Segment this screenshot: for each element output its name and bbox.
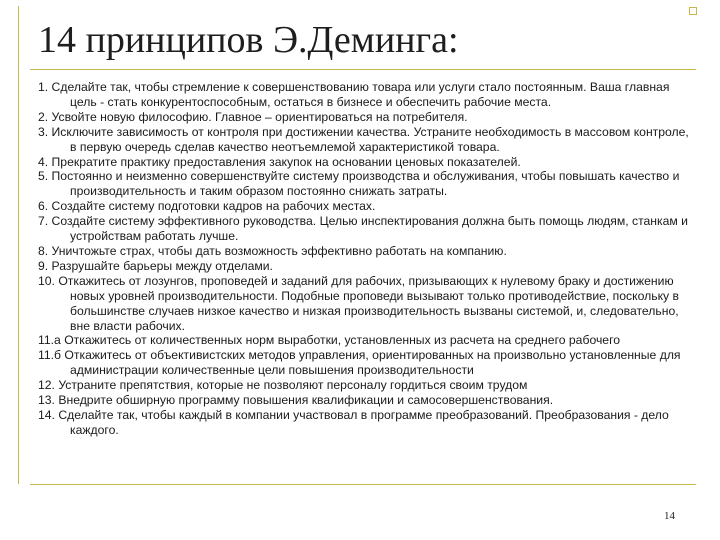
- left-vertical-rule: [18, 6, 19, 484]
- principle-item: 4. Прекратите практику предоставления закупок на основании ценовых показателей.: [38, 154, 521, 169]
- principle-item: 11.б Откажитесь от объективистских методов управления, ориентированных на произвольно установленные для администрации количественные цели повышения производительности: [38, 348, 681, 378]
- principle-item: 11.а Откажитесь от количественных норм выработки, установленных из расчета на среднего рабочего: [38, 333, 621, 348]
- principle-item: 6. Создайте систему подготовки кадров на рабочих местах.: [38, 199, 376, 214]
- principle-item: 8. Уничтожьте страх, чтобы дать возможность эффективно работать на компанию.: [38, 243, 507, 258]
- page-number: 14: [664, 510, 675, 522]
- principle-item: 14. Сделайте так, чтобы каждый в компании участвовал в программе преобразований. Преобразования - дело каждого.: [38, 407, 669, 437]
- principle-item: 2. Усвойте новую философию. Главное – ориентироваться на потребителя.: [38, 109, 468, 124]
- principles-list: [38, 80, 690, 438]
- title-underline-rule: [30, 69, 696, 70]
- principle-item: 12. Устраните препятствия, которые не позволяют персоналу гордиться своим трудом: [38, 378, 528, 393]
- corner-square-decoration: [689, 7, 697, 15]
- principle-item: 7. Создайте систему эффективного руководства. Целью инспектирования должна быть помощь людям, станкам и устройствам работать лучше.: [38, 214, 688, 244]
- slide-title: 14 принципов Э.Деминга:: [38, 19, 459, 61]
- principle-item: 3. Исключите зависимость от контроля при достижении качества. Устраните необходимость в массовом контроле, в первую очередь сделав качество неотъемлемой характеристикой товара.: [38, 124, 689, 154]
- principle-item: 13. Внедрите обширную программу повышения квалификации и самосовершенствования.: [38, 393, 554, 408]
- principle-item: 9. Разрушайте барьеры между отделами.: [38, 258, 273, 273]
- principle-item: 1. Сделайте так, чтобы стремление к совершенствованию товара или услуги стало постоянным. Ваша главная цель - стать конкурентоспособным, остаться в бизнесе и обеспечить рабочие места.: [38, 80, 670, 109]
- bottom-rule: [30, 484, 696, 485]
- principle-item: 10. Откажитесь от лозунгов, проповедей и заданий для рабочих, призывающих к нулевому браку и достижению новых уровней производительности. Подобные проповеди вызывают только противодействие, поскольку в большинстве случаев низкое качество и низкая производительность вызваны системой, и, следовательно, вне власти рабочих.: [38, 273, 680, 333]
- principle-item: 5. Постоянно и неизменно совершенствуйте систему производства и обслуживания, чтобы повышать качество и производительность и таким образом постоянно снижать затраты.: [38, 169, 680, 199]
